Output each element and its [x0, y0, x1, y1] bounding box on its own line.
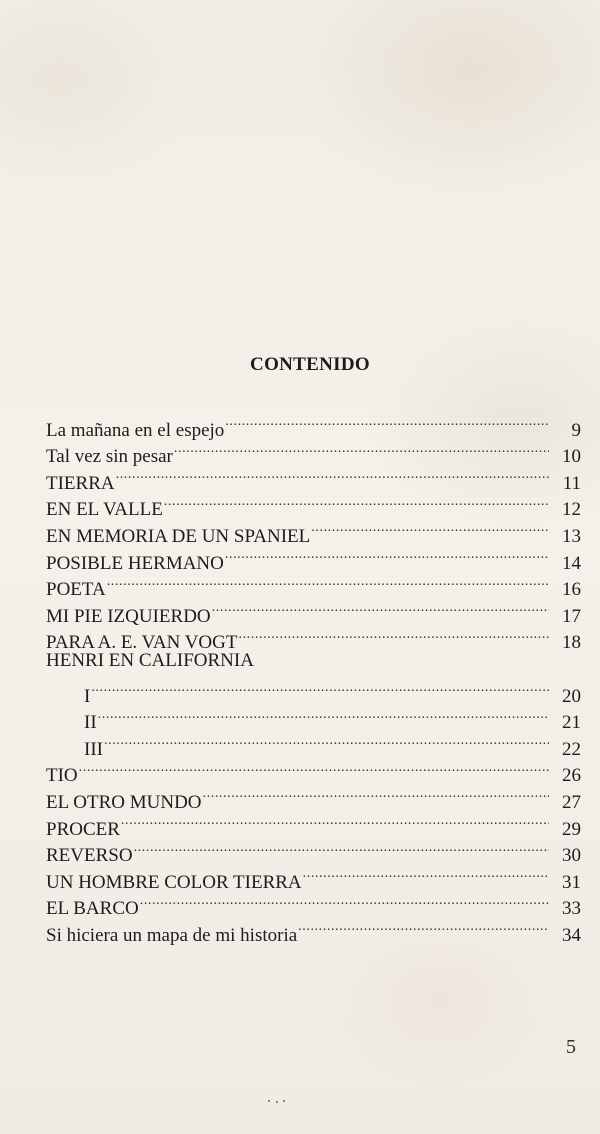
- toc-entry-title: II: [84, 712, 97, 734]
- toc-entry-title: La mañana en el espejo: [46, 419, 225, 441]
- dot-leader: [297, 914, 549, 941]
- toc-entry-title: REVERSO: [46, 845, 133, 867]
- dot-leader: [211, 595, 549, 622]
- toc-entry-title: POETA: [46, 579, 106, 601]
- toc-entry: [46, 675, 581, 707]
- dot-leader: [106, 569, 549, 596]
- toc-entry-page: 9: [571, 419, 581, 441]
- toc-entry-title: TIERRA: [46, 472, 115, 494]
- print-specks: [268, 1098, 288, 1104]
- toc-entry-page: 29: [562, 818, 581, 840]
- toc-entry-page: 11: [562, 472, 581, 494]
- toc-entry-page: 26: [562, 765, 581, 787]
- toc-entry-page: 22: [562, 738, 581, 760]
- dot-leader: [115, 462, 549, 489]
- dot-leader: [202, 781, 549, 808]
- dot-leader: [103, 728, 549, 755]
- dot-leader: [310, 515, 549, 542]
- dot-leader: [163, 489, 549, 516]
- toc-entry: [46, 595, 581, 627]
- toc-entry-title: TIO: [46, 765, 78, 787]
- toc-entry-page: 12: [562, 499, 581, 521]
- toc-entry-title: UN HOMBRE COLOR TIERRA: [46, 871, 302, 893]
- dot-leader: [224, 409, 549, 436]
- toc-entry-page: 13: [562, 525, 581, 547]
- dot-leader: [224, 542, 549, 569]
- toc-entry-page: 34: [562, 924, 581, 946]
- toc-entry-page: 21: [562, 712, 581, 734]
- dot-leader: [120, 808, 549, 835]
- dot-leader: [78, 755, 549, 782]
- toc-entry-title: EL OTRO MUNDO: [46, 791, 202, 813]
- toc-entry-title: PARA A. E. VAN VOGT: [46, 632, 238, 654]
- toc-entry: [46, 702, 581, 734]
- toc-entry-page: 16: [562, 579, 581, 601]
- toc-entry-title: III: [84, 738, 103, 760]
- toc-entry: [46, 755, 581, 787]
- toc-entry-title: Si hiciera un mapa de mi historia: [46, 924, 298, 946]
- toc-entry-page: 30: [562, 845, 581, 867]
- toc-entry-title: Tal vez sin pesar: [46, 446, 173, 468]
- toc-entry: [46, 728, 581, 760]
- toc-entry: [46, 835, 581, 867]
- toc-entry-title: MI PIE IZQUIERDO: [46, 605, 211, 627]
- toc-entry-page: 14: [562, 552, 581, 574]
- toc-entry: [46, 808, 581, 840]
- toc-entry: [46, 489, 581, 521]
- dot-leader: [139, 888, 549, 915]
- toc-entry-page: 27: [562, 791, 581, 813]
- table-of-contents: [46, 409, 581, 946]
- toc-entry-title: EN EL VALLE: [46, 499, 163, 521]
- dot-leader: [302, 861, 549, 888]
- dot-leader: [97, 702, 549, 729]
- page-number: 5: [566, 1036, 576, 1058]
- contents-heading: CONTENIDO: [250, 354, 370, 375]
- toc-entry-page: 33: [562, 898, 581, 920]
- toc-entry-page: 18: [562, 632, 581, 654]
- toc-entry-title: PROCER: [46, 818, 120, 840]
- dot-leader: [133, 835, 549, 862]
- toc-entry: [46, 781, 581, 813]
- toc-entry-page: 20: [562, 685, 581, 707]
- toc-entry-title: POSIBLE HERMANO: [46, 552, 224, 574]
- toc-entry-title: I: [84, 685, 91, 707]
- toc-entry-page: 31: [562, 871, 581, 893]
- toc-entry: [46, 409, 581, 441]
- toc-entry: [46, 462, 581, 494]
- toc-entry-title: EN MEMORIA DE UN SPANIEL: [46, 525, 311, 547]
- toc-entry-title: HENRI EN CALIFORNIA: [46, 650, 254, 672]
- toc-entry: [46, 569, 581, 601]
- toc-entry-page: 10: [562, 446, 581, 468]
- toc-entry-title: EL BARCO: [46, 898, 139, 920]
- toc-entry-page: 17: [562, 605, 581, 627]
- dot-leader: [90, 675, 549, 702]
- dot-leader: [173, 436, 549, 463]
- dot-leader: [237, 622, 549, 649]
- toc-entry: [46, 648, 581, 675]
